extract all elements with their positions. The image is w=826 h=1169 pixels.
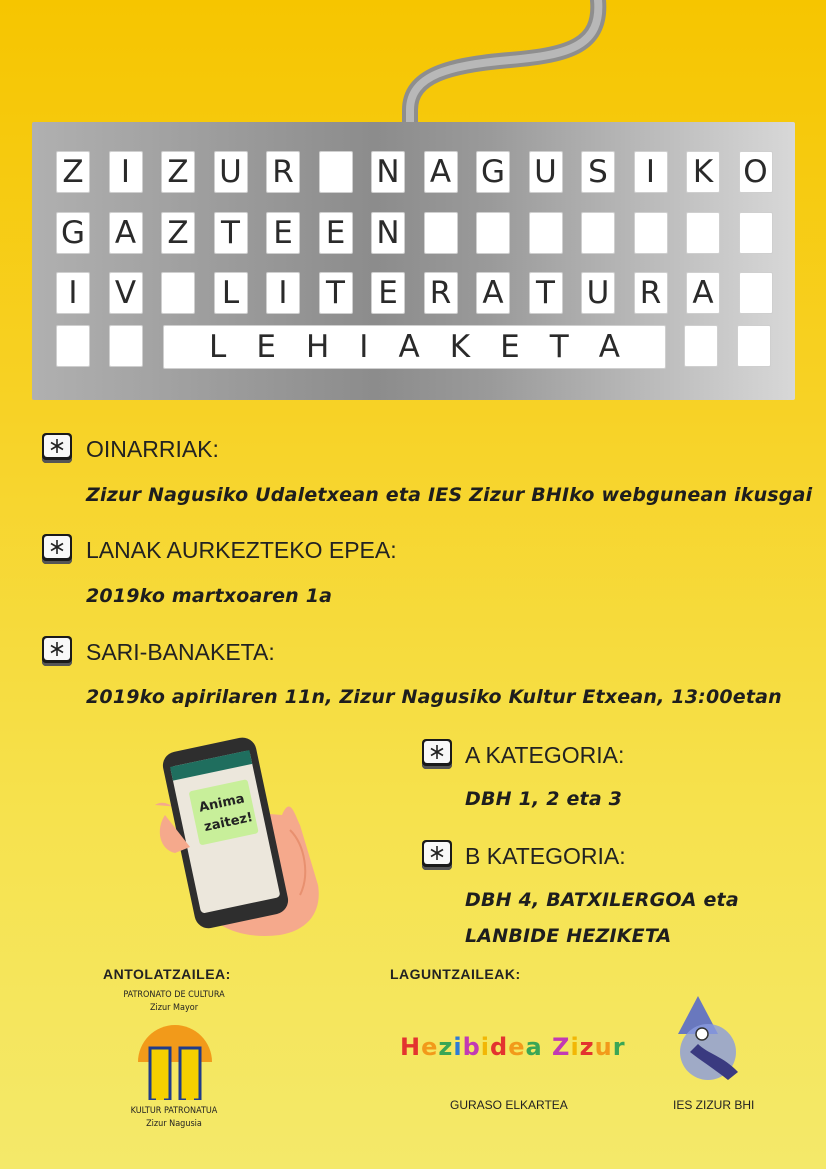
hezibidea-logo-letter: z bbox=[579, 1033, 595, 1061]
category-a-value: DBH 1, 2 eta 3 bbox=[465, 788, 623, 810]
title-key: I bbox=[56, 272, 90, 314]
organizer-logo-bottom-line2: Zizur Nagusia bbox=[146, 1119, 202, 1129]
title-key: K bbox=[686, 151, 720, 193]
hezibidea-logo-letter bbox=[543, 1033, 552, 1061]
ies-zizur-logo-icon bbox=[668, 994, 752, 1084]
title-key: R bbox=[424, 272, 458, 314]
title-key: U bbox=[214, 151, 248, 193]
title-key-blank bbox=[109, 325, 143, 367]
title-key bbox=[476, 212, 510, 254]
title-key: S bbox=[581, 151, 615, 193]
title-lehiaketa bbox=[163, 325, 666, 369]
phone-message-line2: zaitez! bbox=[202, 810, 255, 835]
title-key bbox=[739, 272, 773, 314]
section-value-sari-banaketa: 2019ko apirilaren 11n, Zizur Nagusiko Kultur Etxean, 13:00etan bbox=[86, 686, 782, 708]
category-a-heading: A KATEGORIA: bbox=[465, 742, 625, 768]
category-b-value-line1: DBH 4, BATXILERGOA eta bbox=[465, 889, 739, 911]
hezibidea-zizur-logo bbox=[400, 1033, 626, 1061]
title-key: I bbox=[634, 151, 668, 193]
sponsors-label: LAGUNTZAILEAK: bbox=[390, 966, 521, 982]
lehiaketa-letter: I bbox=[359, 329, 369, 365]
hezibidea-logo-letter: e bbox=[508, 1033, 526, 1061]
hezibidea-logo-letter: e bbox=[421, 1033, 439, 1061]
title-key-blank bbox=[684, 325, 718, 367]
section-heading-oinarriak: OINARRIAK: bbox=[86, 436, 219, 462]
section-value-oinarriak: Zizur Nagusiko Udaletxean eta IES Zizur BHIko webgunean ikusgai bbox=[86, 484, 813, 506]
asterisk-bullet-icon bbox=[42, 534, 72, 564]
asterisk-bullet-icon bbox=[422, 840, 452, 870]
title-key: A bbox=[686, 272, 720, 314]
hezibidea-logo-letter: i bbox=[480, 1033, 490, 1061]
title-key: E bbox=[371, 272, 405, 314]
hezibidea-logo-letter: d bbox=[490, 1033, 509, 1061]
organizer-logo-top-line1: PATRONATO DE CULTURA bbox=[123, 990, 225, 1000]
title-key: G bbox=[56, 212, 90, 254]
phone-in-hand-icon bbox=[150, 735, 325, 945]
hezibidea-logo-letter: r bbox=[612, 1033, 626, 1061]
title-key: I bbox=[266, 272, 300, 314]
section-heading-epea: LANAK AURKEZTEKO EPEA: bbox=[86, 537, 397, 563]
title-key: N bbox=[371, 151, 405, 193]
lehiaketa-letter: A bbox=[398, 329, 420, 365]
title-key bbox=[424, 212, 458, 254]
keyboard-cable-icon bbox=[390, 0, 620, 135]
title-key-blank bbox=[737, 325, 771, 367]
sponsor1-name: GURASO ELKARTEA bbox=[450, 1098, 568, 1112]
title-key bbox=[319, 151, 353, 193]
title-key: I bbox=[109, 151, 143, 193]
category-b-heading: B KATEGORIA: bbox=[465, 843, 626, 869]
hezibidea-logo-letter: i bbox=[570, 1033, 580, 1061]
section-heading-sari-banaketa: SARI-BANAKETA: bbox=[86, 639, 275, 665]
hezibidea-logo-letter: Z bbox=[552, 1033, 571, 1061]
title-key-blank bbox=[56, 325, 90, 367]
title-key bbox=[581, 212, 615, 254]
title-key bbox=[634, 212, 668, 254]
sponsor2-name: IES ZIZUR BHI bbox=[673, 1098, 755, 1112]
title-key: T bbox=[529, 272, 563, 314]
lehiaketa-letter: K bbox=[449, 329, 471, 365]
asterisk-bullet-icon bbox=[422, 739, 452, 769]
title-key: A bbox=[109, 212, 143, 254]
title-key: E bbox=[319, 212, 353, 254]
organizer-label: ANTOLATZAILEA: bbox=[103, 966, 231, 982]
title-key bbox=[529, 212, 563, 254]
title-key: Z bbox=[161, 151, 195, 193]
title-key: U bbox=[529, 151, 563, 193]
hezibidea-logo-letter: a bbox=[525, 1033, 543, 1061]
title-key: N bbox=[371, 212, 405, 254]
title-key: V bbox=[109, 272, 143, 314]
title-key: A bbox=[424, 151, 458, 193]
phone-message-line1: Anima bbox=[197, 791, 246, 816]
lehiaketa-letter: L bbox=[209, 329, 227, 365]
title-key: O bbox=[739, 151, 773, 193]
lehiaketa-letter: A bbox=[598, 329, 620, 365]
lehiaketa-letter: E bbox=[256, 329, 276, 365]
title-key bbox=[739, 212, 773, 254]
hezibidea-logo-letter: i bbox=[453, 1033, 463, 1061]
title-key: E bbox=[266, 212, 300, 254]
hezibidea-logo-letter: b bbox=[462, 1033, 481, 1061]
organizer-logo-bottom-line1: KULTUR PATRONATUA bbox=[130, 1106, 218, 1116]
title-key: U bbox=[581, 272, 615, 314]
asterisk-bullet-icon bbox=[42, 433, 72, 463]
title-key: R bbox=[266, 151, 300, 193]
title-key: R bbox=[634, 272, 668, 314]
title-key: Z bbox=[56, 151, 90, 193]
title-key bbox=[161, 272, 195, 314]
hezibidea-logo-letter: H bbox=[400, 1033, 422, 1061]
title-key: G bbox=[476, 151, 510, 193]
title-key bbox=[686, 212, 720, 254]
section-value-epea: 2019ko martxoaren 1a bbox=[86, 585, 333, 607]
title-key: Z bbox=[161, 212, 195, 254]
lehiaketa-letter: T bbox=[549, 329, 569, 365]
kultur-patronatua-logo-icon bbox=[136, 1018, 214, 1100]
category-b-value-line2: LANBIDE HEZIKETA bbox=[465, 925, 672, 947]
asterisk-bullet-icon bbox=[42, 636, 72, 666]
hezibidea-logo-letter: u bbox=[594, 1033, 613, 1061]
title-key: T bbox=[319, 272, 353, 314]
title-key: L bbox=[214, 272, 248, 314]
organizer-logo-top-line2: Zizur Mayor bbox=[149, 1003, 199, 1013]
lehiaketa-letter: E bbox=[500, 329, 520, 365]
title-key: A bbox=[476, 272, 510, 314]
hezibidea-logo-letter: z bbox=[438, 1033, 454, 1061]
title-key: T bbox=[214, 212, 248, 254]
lehiaketa-letter: H bbox=[305, 329, 330, 365]
